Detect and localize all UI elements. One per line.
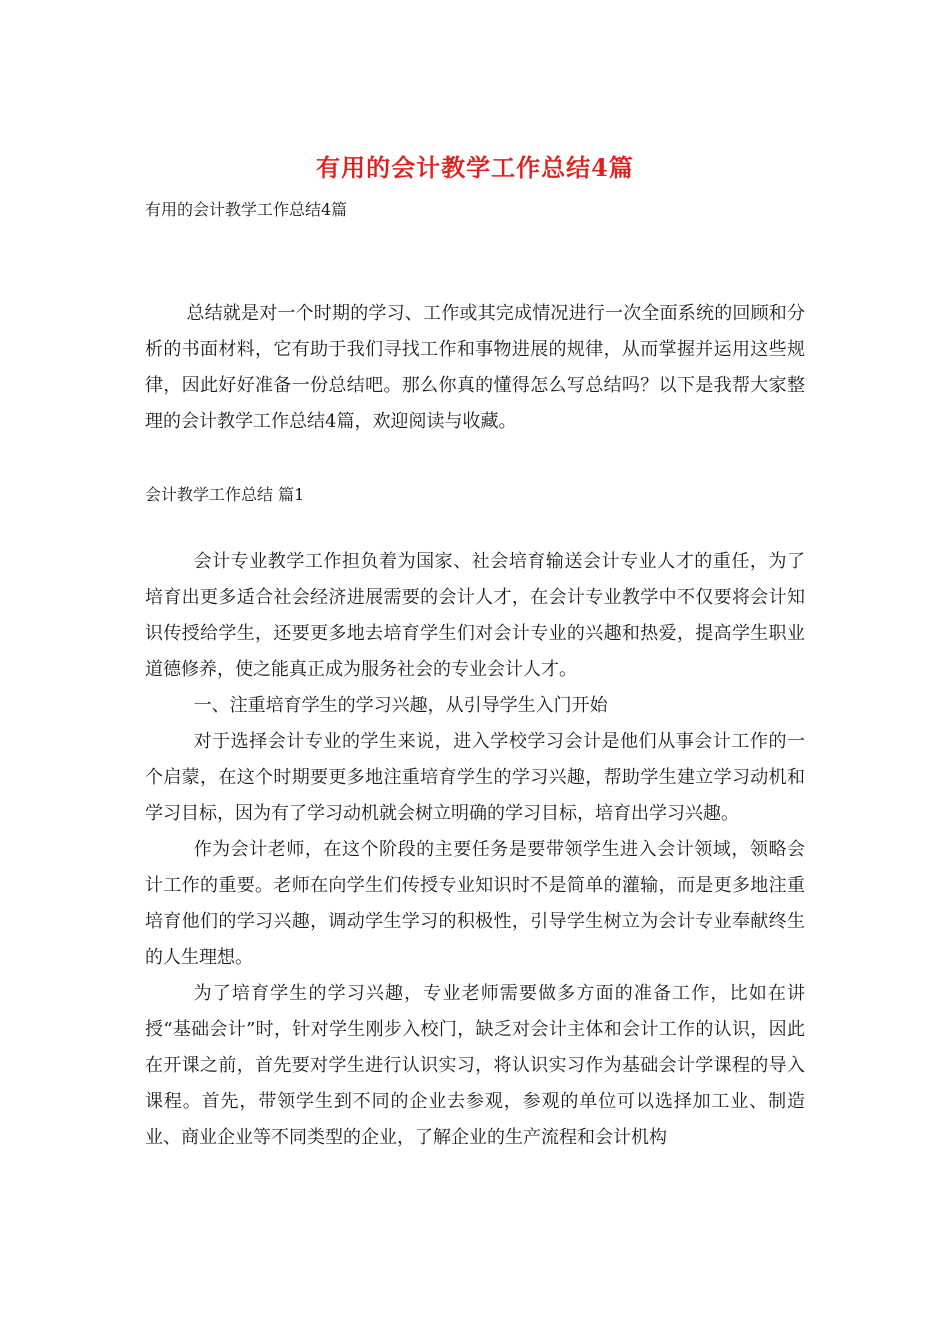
document-title: 有用的会计教学工作总结4篇 (316, 153, 634, 182)
body-paragraph: 作为会计老师，在这个阶段的主要任务是要带领学生进入会计领域，领略会计工作的重要。老师在向学生们传授专业知识时不是简单的灌输，而是更多地注重培育他们的学习兴趣，调动学生学习的积极性，引导学生树立为会计专业奉献终生的人生理想。 (145, 839, 805, 968)
body-subheading: 一、注重培育学生的学习兴趣，从引导学生入门开始 (193, 695, 608, 716)
body-paragraph: 会计专业教学工作担负着为国家、社会培育输送会计专业人才的重任，为了培育出更多适合社会经济进展需要的会计人才，在会计专业教学中不仅要将会计知识传授给学生，还要更多地去培育学生们对会计专业的兴趣和热爱，提高学生职业道德修养，使之能真正成为服务社会的专业会计人才。 (145, 551, 805, 680)
document-subtitle: 有用的会计教学工作总结4篇 (145, 200, 348, 219)
body-paragraph: 对于选择会计专业的学生来说，进入学校学习会计是他们从事会计工作的一个启蒙，在这个时期要更多地注重培育学生的学习兴趣，帮助学生建立学习动机和学习目标，因为有了学习动机就会树立明确的学习目标，培育出学习兴趣。 (145, 731, 805, 824)
section-heading: 会计教学工作总结 篇1 (145, 485, 305, 504)
body-paragraph: 为了培育学生的学习兴趣，专业老师需要做多方面的准备工作，比如在讲授“基础会计”时，针对学生刚步入校门，缺乏对会计主体和会计工作的认识，因此在开课之前，首先要对学生进行认识实习，将认识实习作为基础会计学课程的导入课程。首先，带领学生到不同的企业去参观，参观的单位可以选择加工业、制造业、商业企业等不同类型的企业，了解企业的生产流程和会计机构 (145, 983, 805, 1148)
intro-paragraph: 总结就是对一个时期的学习、工作或其完成情况进行一次全面系统的回顾和分析的书面材料，它有助于我们寻找工作和事物进展的规律，从而掌握并运用这些规律，因此好好准备一份总结吧。那么你真的懂得怎么写总结吗？以下是我帮大家整理的会计教学工作总结4篇，欢迎阅读与收藏。 (145, 303, 805, 432)
section-body (145, 544, 805, 1156)
